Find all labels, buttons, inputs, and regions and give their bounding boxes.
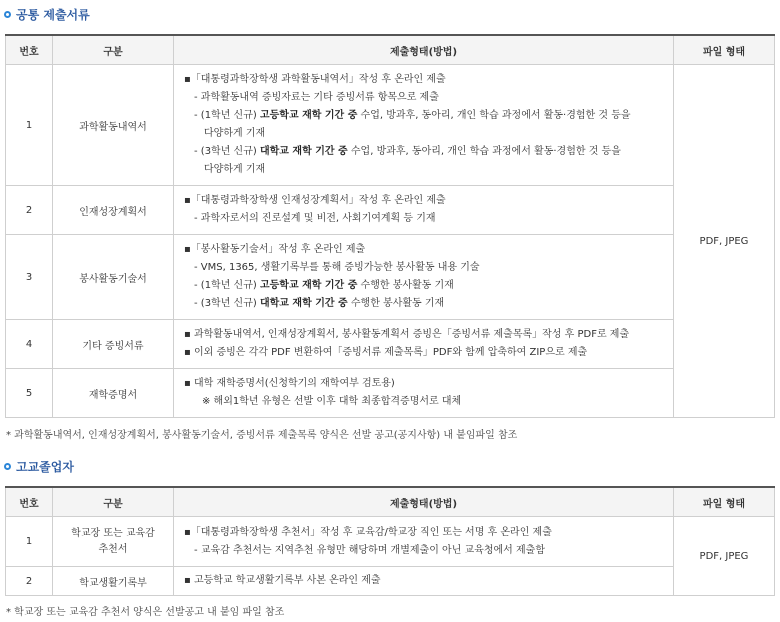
desc-line: - (3학년 신규) 대학교 재학 기간 중 수행한 봉사활동 기재 bbox=[194, 298, 445, 309]
header-category: 구분 bbox=[53, 35, 174, 65]
header-number: 번호 bbox=[6, 35, 53, 65]
table-row bbox=[6, 65, 775, 186]
header-method: 제출형태(방법) bbox=[174, 35, 674, 65]
desc-line: ▪ 고등학교 학교생활기록부 사본 온라인 제출 bbox=[184, 575, 381, 586]
section-title-graduate bbox=[4, 457, 74, 475]
desc-line: ▪「대통령과학장학생 추천서」작성 후 교육감/학교장 직인 또는 서명 후 온라인 제출 bbox=[184, 526, 552, 538]
row-description bbox=[174, 186, 674, 235]
section-title-text: 고교졸업자 bbox=[16, 459, 74, 474]
desc-line: ▪ 대학 재학증명서(신청학기의 재학여부 검토용) bbox=[184, 378, 395, 389]
header-file-type: 파일 형태 bbox=[674, 487, 775, 517]
row-number: 3 bbox=[6, 235, 53, 320]
desc-line: - (1학년 신규) 고등학교 재학 기간 중 수행한 봉사활동 기재 bbox=[194, 280, 454, 291]
row-category: 기타 증빙서류 bbox=[53, 320, 174, 369]
row-number: 2 bbox=[6, 186, 53, 235]
table-row bbox=[6, 235, 775, 320]
row-description bbox=[174, 517, 674, 567]
table-header-row bbox=[6, 487, 775, 517]
common-footnote: * 과학활동내역서, 인재성장계획서, 봉사활동기술서, 증빙서류 제출목록 양식은 선발 공고(공지사항) 내 붙임파일 참조 bbox=[6, 430, 518, 441]
desc-line: 다양하게 기재 bbox=[204, 128, 266, 139]
table-row bbox=[6, 517, 775, 567]
section-title-common bbox=[4, 5, 90, 23]
row-number: 1 bbox=[6, 65, 53, 186]
common-documents-table bbox=[5, 34, 775, 418]
table-row bbox=[6, 186, 775, 235]
row-number: 1 bbox=[6, 517, 53, 567]
desc-line: - VMS, 1365, 생활기록부를 통해 증빙가능한 봉사활동 내용 기술 bbox=[194, 262, 480, 273]
section-title-text: 공통 제출서류 bbox=[16, 7, 90, 22]
desc-line: ▪「대통령과학장학생 과학활동내역서」작성 후 온라인 제출 bbox=[184, 74, 446, 85]
row-description bbox=[174, 235, 674, 320]
section-bullet-icon bbox=[4, 463, 11, 470]
row-description bbox=[174, 369, 674, 418]
category-line: 학교장 또는 교육감 bbox=[71, 527, 155, 539]
row-description bbox=[174, 567, 674, 596]
desc-line: 다양하게 기재 bbox=[204, 164, 266, 175]
row-category bbox=[53, 517, 174, 567]
desc-line: ▪ 과학활동내역서, 인재성장계획서, 봉사활동계획서 증빙은「증빙서류 제출목록」작성 후 PDF로 제출 bbox=[184, 329, 630, 340]
desc-line: ▪「봉사활동기술서」작성 후 온라인 제출 bbox=[184, 244, 366, 255]
row-description bbox=[174, 320, 674, 369]
desc-line: ▪「대통령과학장학생 인재성장계획서」작성 후 온라인 제출 bbox=[184, 195, 446, 206]
row-category: 과학활동내역서 bbox=[53, 65, 174, 186]
header-file-type: 파일 형태 bbox=[674, 35, 775, 65]
file-type-cell: PDF, JPEG bbox=[674, 65, 775, 418]
graduate-footnote: * 학교장 또는 교육감 추천서 양식은 선발공고 내 붙임 파일 참조 bbox=[6, 607, 285, 618]
header-number: 번호 bbox=[6, 487, 53, 517]
desc-line: ※ 해외1학년 유형은 선발 이후 대학 최종합격증명서로 대체 bbox=[202, 396, 462, 407]
table-header-row bbox=[6, 35, 775, 65]
header-method: 제출형태(방법) bbox=[174, 487, 674, 517]
table-row bbox=[6, 369, 775, 418]
header-category: 구분 bbox=[53, 487, 174, 517]
table-row bbox=[6, 320, 775, 369]
desc-line: - 교육감 추천서는 지역추천 유형만 해당하며 개별제출이 아닌 교육청에서 제출함 bbox=[194, 544, 545, 556]
table-row bbox=[6, 567, 775, 596]
desc-line: ▪ 이외 증빙은 각각 PDF 변환하여「증빙서류 제출목록」PDF와 함께 압축하여 ZIP으로 제출 bbox=[184, 347, 588, 358]
file-type-cell: PDF, JPEG bbox=[674, 517, 775, 596]
row-number: 5 bbox=[6, 369, 53, 418]
category-line: 추천서 bbox=[98, 543, 128, 555]
desc-line: - (3학년 신규) 대학교 재학 기간 중 수업, 방과후, 동아리, 개인 학습 과정에서 활동·경험한 것 등을 bbox=[194, 146, 621, 157]
row-category: 봉사활동기술서 bbox=[53, 235, 174, 320]
row-category: 인재성장계획서 bbox=[53, 186, 174, 235]
desc-line: - 과학자로서의 진로설계 및 비전, 사회기여계획 등 기재 bbox=[194, 213, 436, 224]
row-number: 2 bbox=[6, 567, 53, 596]
row-description bbox=[174, 65, 674, 186]
desc-line: - 과학활동내역 증빙자료는 기타 증빙서류 항목으로 제출 bbox=[194, 92, 439, 103]
desc-line: - (1학년 신규) 고등학교 재학 기간 중 수업, 방과후, 동아리, 개인 학습 과정에서 활동·경험한 것 등을 bbox=[194, 110, 631, 121]
graduate-documents-table bbox=[5, 486, 775, 596]
row-number: 4 bbox=[6, 320, 53, 369]
section-bullet-icon bbox=[4, 11, 11, 18]
row-category: 재학증명서 bbox=[53, 369, 174, 418]
row-category: 학교생활기록부 bbox=[53, 567, 174, 596]
